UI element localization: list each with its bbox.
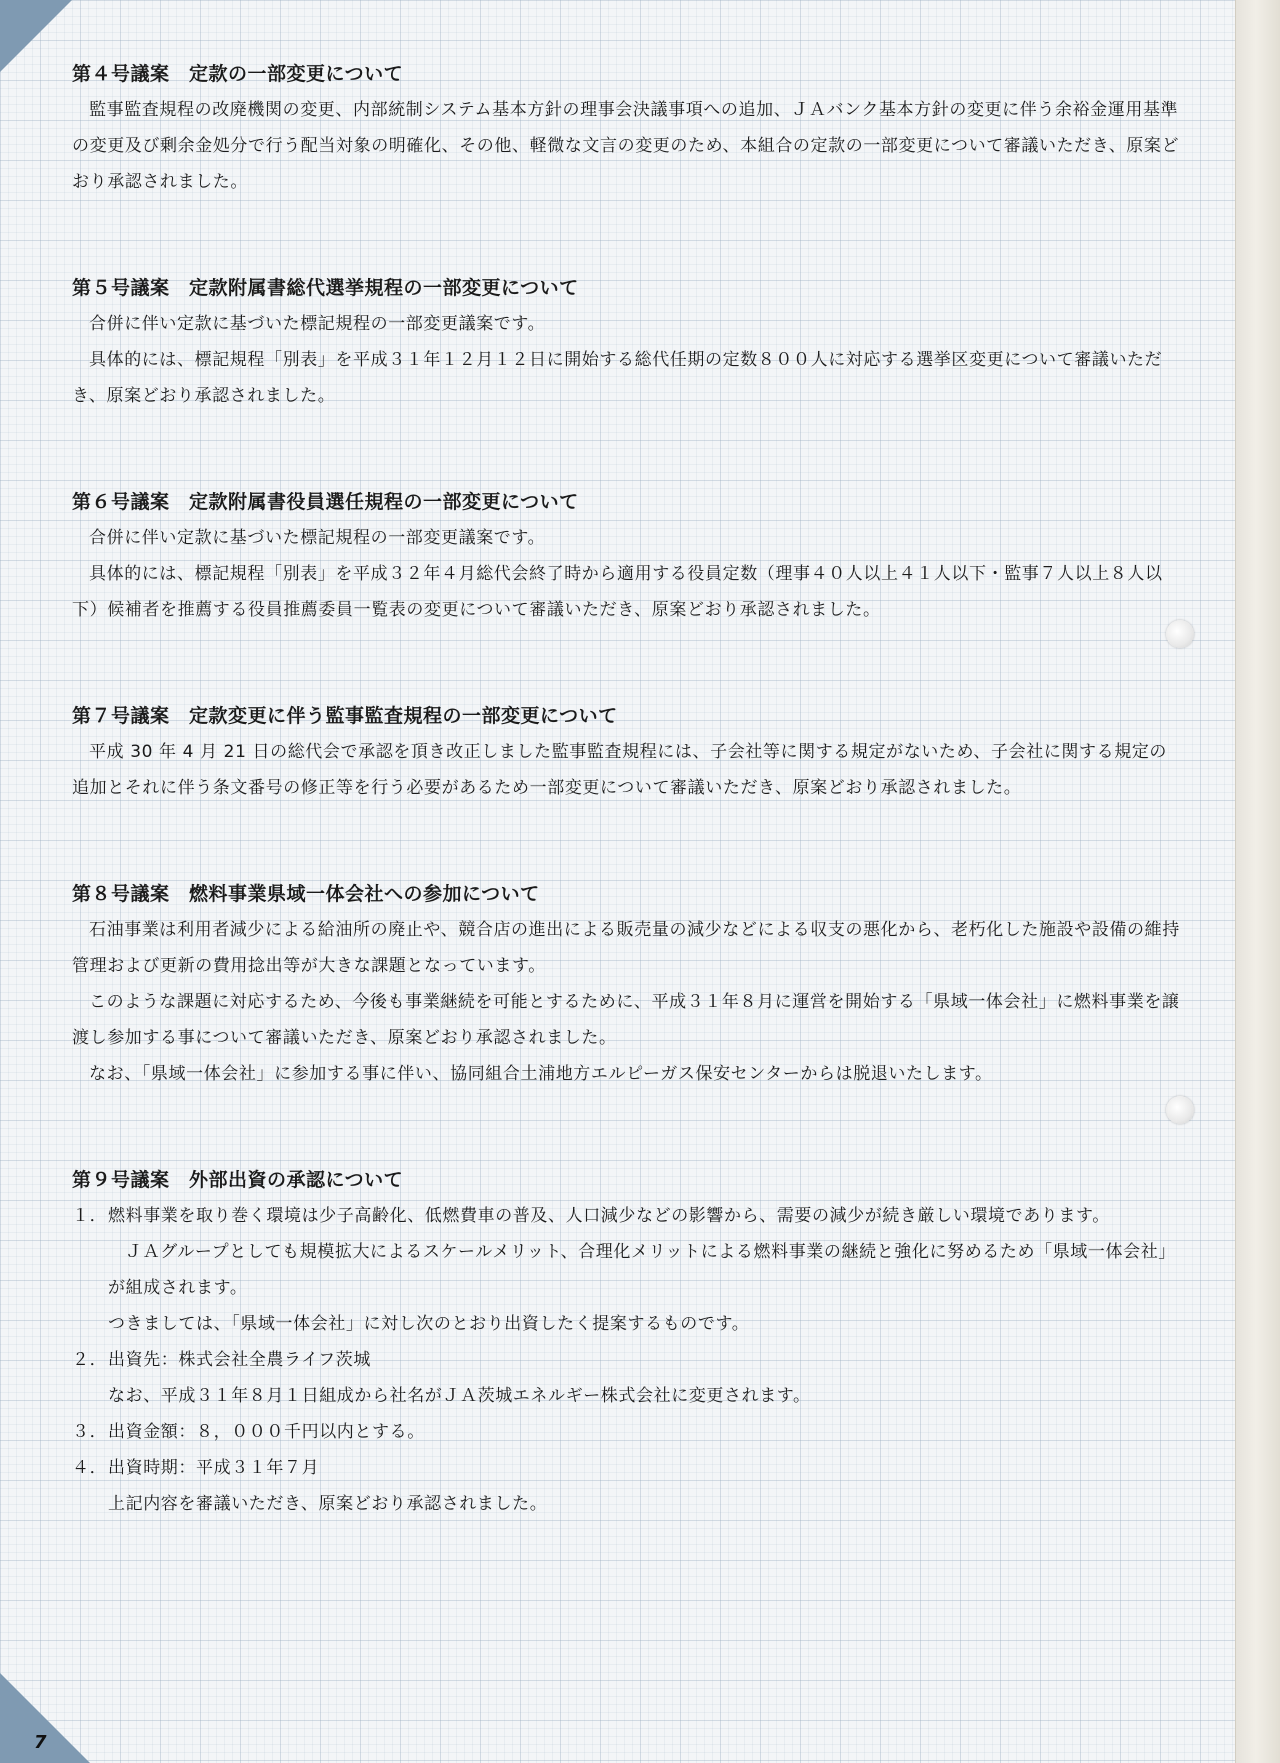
agenda-paragraph: 平成 30 年 4 月 21 日の総代会で承認を頂き改正しました監事監査規程には、子会社等に関する規定がないため、子会社に関する規定の追加とそれに伴う条文番号の修正等を行う必要があるため一部変更について審議いただき、原案どおり承認されました。 xyxy=(72,742,1168,798)
list-line: 出資先：株式会社全農ライフ茨城 xyxy=(108,1350,371,1370)
corner-decoration-top xyxy=(0,0,72,72)
agenda-heading: 第５号議案 定款附属書総代選挙規程の一部変更について xyxy=(72,277,579,299)
agenda-paragraph: 監事監査規程の改廃機関の変更、内部統制システム基本方針の理事会決議事項への追加、ＪＡバンク基本方針の変更に伴う余裕金運用基準の変更及び剰余金処分で行う配当対象の明確化、その他、軽微な文言の変更のため、本組合の定款の一部変更について審議いただき、原案どおり承認されました。 xyxy=(72,100,1180,192)
list-number: １． xyxy=(72,1206,108,1226)
agenda-item-4 xyxy=(72,56,1182,200)
agenda-paragraph: このような課題に対応するため、今後も事業継続を可能とするために、平成３１年８月に運営を開始する「県域一体会社」に燃料事業を譲渡し参加する事について審議いただき、原案どおり承認されました。 xyxy=(72,992,1180,1048)
list-line: つきましては、「県域一体会社」に対し次のとおり出資したく提案するものです。 xyxy=(108,1314,750,1334)
agenda-paragraph: 石油事業は利用者減少による給油所の廃止や、競合店の進出による販売量の減少などによる収支の悪化から、老朽化した施設や設備の維持管理および更新の費用捻出等が大きな課題となっています。 xyxy=(72,920,1180,976)
agenda-heading: 第６号議案 定款附属書役員選任規程の一部変更について xyxy=(72,491,579,513)
agenda-item-9 xyxy=(72,1162,1182,1522)
agenda-paragraph: なお、「県域一体会社」に参加する事に伴い、協同組合土浦地方エルピーガス保安センターからは脱退いたします。 xyxy=(89,1064,993,1084)
page-number: 7 xyxy=(34,1732,47,1753)
agenda-heading: 第４号議案 定款の一部変更について xyxy=(72,63,404,85)
list-line: ＪＡグループとしても規模拡大によるスケールメリット、合理化メリットによる燃料事業の継続と強化に努めるため「県域一体会社」が組成されます。 xyxy=(108,1242,1176,1298)
list-item xyxy=(72,1414,1182,1450)
agenda-heading: 第８号議案 燃料事業県域一体会社への参加について xyxy=(72,883,540,905)
paper-edge xyxy=(1235,0,1280,1763)
agenda-paragraph: 具体的には、標記規程「別表」を平成３２年４月総代会終了時から適用する役員定数（理事４０人以上４１人以下・監事７人以上８人以下）候補者を推薦する役員推薦委員一覧表の変更について審議いただき、原案どおり承認されました。 xyxy=(72,564,1163,620)
agenda-heading: 第７号議案 定款変更に伴う監事監査規程の一部変更について xyxy=(72,705,618,727)
agenda-item-8 xyxy=(72,876,1182,1092)
agenda-paragraph: 合併に伴い定款に基づいた標記規程の一部変更議案です。 xyxy=(89,528,546,548)
list-number: ４． xyxy=(72,1458,108,1478)
agenda-heading: 第９号議案 外部出資の承認について xyxy=(72,1169,404,1191)
list-item xyxy=(72,1342,1182,1414)
agenda-item-6 xyxy=(72,484,1182,628)
list-item xyxy=(72,1450,1182,1522)
list-line: 上記内容を審議いただき、原案どおり承認されました。 xyxy=(108,1494,548,1514)
binder-hole-bottom xyxy=(1166,1096,1194,1124)
list-line: 出資金額：８，０００千円以内とする。 xyxy=(108,1422,425,1442)
list-number: ２． xyxy=(72,1350,108,1370)
agenda-paragraph: 具体的には、標記規程「別表」を平成３１年１２月１２日に開始する総代任期の定数８００人に対応する選挙区変更について審議いただき、原案どおり承認されました。 xyxy=(72,350,1163,406)
list-line: 出資時期：平成３１年７月 xyxy=(108,1458,320,1478)
list-line: 燃料事業を取り巻く環境は少子高齢化、低燃費車の普及、人口減少などの影響から、需要の減少が続き厳しい環境であります。 xyxy=(108,1206,1110,1226)
agenda-item-5 xyxy=(72,270,1182,414)
list-item xyxy=(72,1198,1182,1342)
agenda-item-7 xyxy=(72,698,1182,806)
list-number: ３． xyxy=(72,1422,108,1442)
list-line: なお、平成３１年８月１日組成から社名がＪＡ茨城エネルギー株式会社に変更されます。 xyxy=(108,1386,811,1406)
agenda-paragraph: 合併に伴い定款に基づいた標記規程の一部変更議案です。 xyxy=(89,314,546,334)
